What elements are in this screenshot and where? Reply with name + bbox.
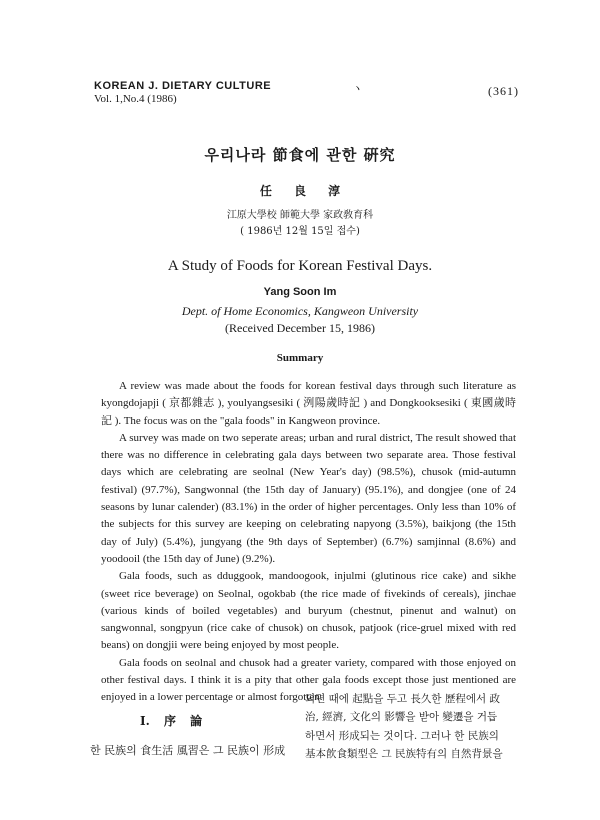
korean-title: 우리나라 節食에 관한 硏究 bbox=[204, 146, 396, 164]
body-right-line: 되면 때에 起點을 두고 長久한 歷程에서 政 bbox=[305, 693, 500, 705]
body-right-line: 하면서 形成되는 것이다. 그러나 한 民族의 bbox=[305, 729, 499, 742]
stray-mark: ヽ bbox=[352, 82, 363, 95]
english-title: A Study of Foods for Korean Festival Days. bbox=[167, 258, 433, 274]
section-heading-introduction: I. 序 論 bbox=[140, 714, 203, 728]
korean-author: 任 良 淳 bbox=[259, 184, 341, 198]
journal-volume: Vol. 1,No.4 (1986) bbox=[94, 93, 177, 105]
body-right-line: 基本飮食類型은 그 民族特有의 自然背景을 bbox=[305, 748, 503, 761]
body-right-line: 治, 經濟, 文化의 影響을 받아 變遷을 거듭 bbox=[305, 711, 498, 724]
korean-received-date: ( 1986년 12월 15일 접수) bbox=[240, 226, 360, 237]
journal-name: KOREAN J. DIETARY CULTURE bbox=[94, 80, 272, 92]
english-author: Yang Soon Im bbox=[263, 286, 337, 298]
summary-paragraph-3: Gala foods, such as dduggook, mandoogook, injulmi (glutinous rice cake) and sikhe (sweet rice beverage) on Seolnal, ogokbab (the rice made of fivekinds of cereals), jinchae (various kinds of boiled vegetables) and buryum (chestnut, pinenut and walnut) on sangwonnal, songpyun (rice cake of chusok) on chusok, patjook (rice-gruel mixed with red beans) on dongjii were being enjoyed by most people. bbox=[101, 570, 516, 652]
page-number: (361) bbox=[488, 84, 519, 98]
summary-abstract bbox=[101, 378, 516, 707]
body-right-column bbox=[305, 690, 530, 764]
english-department: Dept. of Home Economics, Kangweon University bbox=[181, 304, 419, 318]
summary-paragraph-4: Gala foods on seolnal and chusok had a greater variety, compared with those enjoyed on other festival days. I think it is a pity that other gala foods except those just mentioned are enjoyed in a lower percentage or almost forgotten. bbox=[101, 656, 516, 704]
english-received-date: (Received December 15, 1986) bbox=[225, 321, 375, 335]
summary-paragraph-2: A survey was made on two seperate areas; urban and rural district, The result showed that there was no difference in celebrating gala days between two separate area. Those festival days which are celebrating are seolnal (New Year's day) (98.5%), chusok (mid-autumn festival) (97.7%), Sangwonnal (the 15th day of January) (95.1%), and dongjee (one of 24 seasons by lunar calender) (83.1%) in the order of higher percentages. Only less than 10% of the subjects for this survey are keeping on celebrating napyong (3.5%), baikjong (the 15th day of July) (5.4%), jungyang (the 9th days of September) (6.7%) samjinnal (8.6%) and yoodooil (the 15th day of June) (9.2%). bbox=[101, 431, 516, 565]
summary-heading: Summary bbox=[276, 352, 324, 364]
summary-paragraph-1: A review was made about the foods for korean festival days through such literature as kyongdojapji ( 京都雜志 ), youlyangsesiki ( 洌陽歲時記 ) and Dongkooksesiki ( 東國歲時記 ). The focus was on the "gala foods" in Kangweon province. bbox=[101, 380, 516, 427]
body-left-column-line: 한 民族의 食生活 風習은 그 民族이 形成 bbox=[90, 744, 286, 757]
korean-affiliation: 江原大學校 師範大學 家政敎育科 bbox=[226, 210, 374, 221]
